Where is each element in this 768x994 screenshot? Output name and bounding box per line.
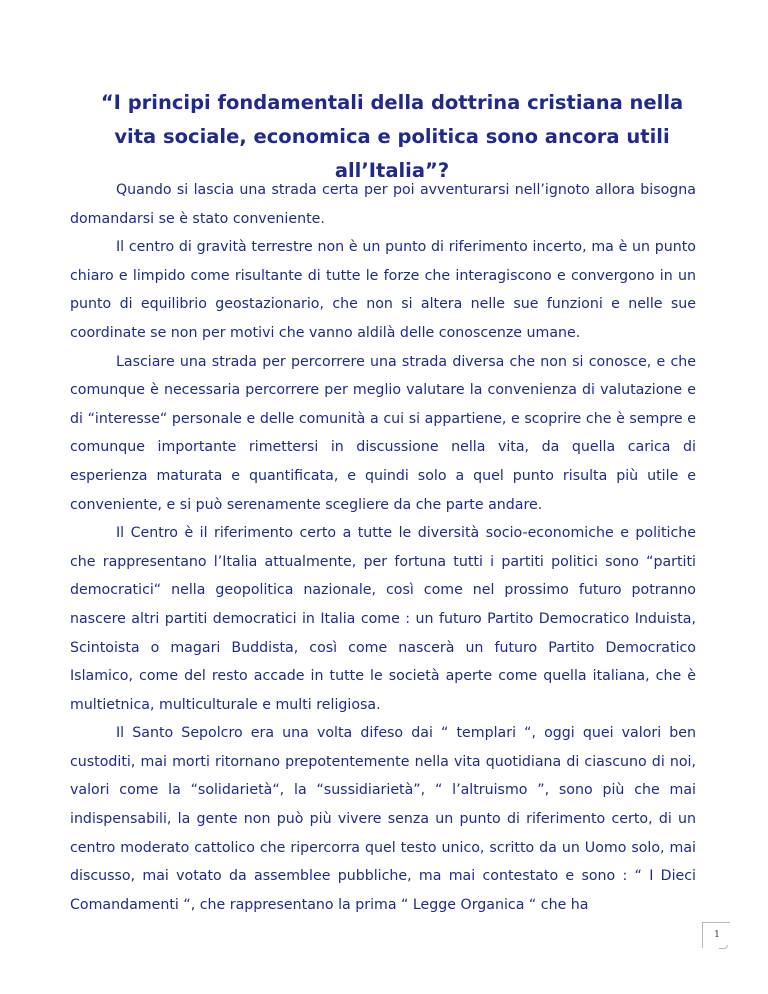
document-body <box>70 176 696 919</box>
paragraph-3: Lasciare una strada per percorrere una strada diversa che non si conosce, e che comunque è necessaria percorrere per meglio valutare la convenienza di valutazione e di “interesse“ personale e delle comunità a cui si appartiene, e scoprire che è sempre e comunque importante rimettersi in discussione nella vita, da quella carica di esperienza maturata e quantificata, e quindi solo a quel punto risulta più utile e conveniente, e si può serenamente scegliere da che parte andare. <box>70 353 696 513</box>
paragraph-1: Quando si lascia una strada certa per poi avventurarsi nell’ignoto allora bisogna domandarsi se è stato conveniente. <box>70 182 696 227</box>
page-number: 1 <box>714 930 720 940</box>
paragraph-4: Il Centro è il riferimento certo a tutte le diversità socio-economiche e politiche che rappresentano l’Italia attualmente, per fortuna tutti i partiti politici sono “partiti democratici“ nella geopolitica nazionale, così come nel prossimo futuro potranno nascere altri partiti democratici in Italia come : un futuro Partito Democratico Induista, Scintoista o magari Buddista, così come nascerà un futuro Partito Democratico Islamico, come del resto accade in tutte le società aperte come quella italiana, che è multietnica, multiculturale e multi religiosa. <box>70 525 696 713</box>
paragraph-5: Il Santo Sepolcro era una volta difeso dai “ templari “, oggi quei valori ben custoditi, mai morti ritornano prepotentemente nella vita quotidiana di ciascuno di noi, valori come la “solidarietà“, la “sussidiarietà”, “ l’altruismo ”, sono più che mai indispensabili, la gente non può più vivere senza un punto di riferimento certo, di un centro moderato cattolico che ripercorra quel testo unico, scritto da un Uomo solo, mai discusso, mai votato da assemblee pubbliche, ma mai contestato e sono : “ I Dieci Comandamenti “, che rappresentano la prima “ Legge Organica “ che ha <box>70 725 696 913</box>
document-title: “I principi fondamentali della dottrina cristiana nella vita sociale, economica e politica sono ancora utili all’Italia”? <box>100 91 684 182</box>
page-curl-decoration <box>719 945 728 949</box>
paragraph-2: Il centro di gravità terrestre non è un punto di riferimento incerto, ma è un punto chiaro e limpido come risultante di tutte le forze che interagiscono e convergono in un punto di equilibrio geostazionario, che non si altera nelle sue funzioni e nelle sue coordinate se non per motivi che vanno aldilà delle conoscenze umane. <box>70 239 696 341</box>
